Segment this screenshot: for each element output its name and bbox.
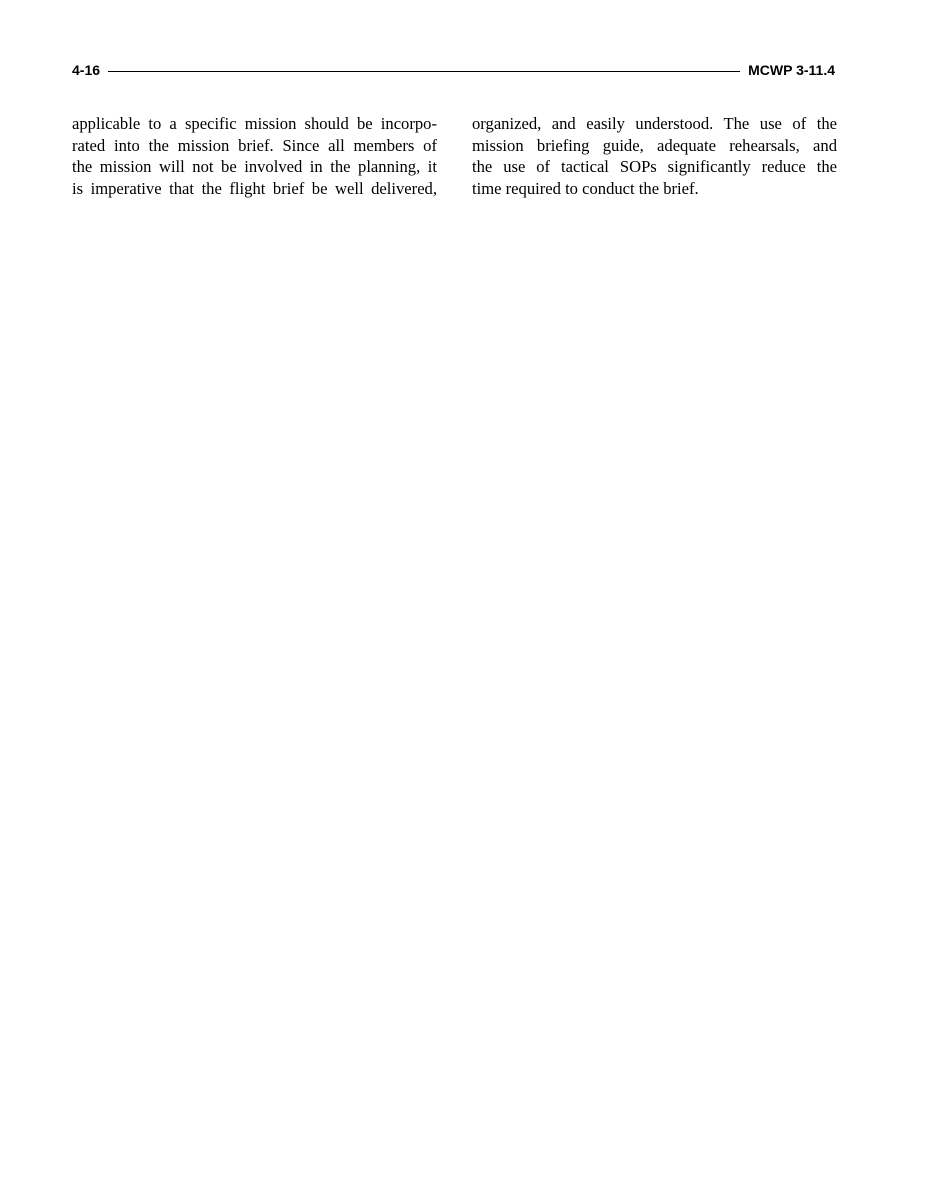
text-line: organized, and easily understood. The use of the: [472, 114, 837, 133]
body-text: [72, 113, 837, 199]
text-line: time required to conduct the brief.: [472, 178, 699, 198]
right-column: [472, 113, 837, 199]
page-header: [72, 59, 835, 81]
page-number: 4-16: [72, 62, 101, 78]
header-rule: [108, 71, 740, 72]
text-line: applicable to a specific mission should be incorpo-: [72, 114, 437, 133]
publication-id: MCWP 3-11.4: [748, 62, 835, 78]
text-line: mission briefing guide, adequate rehearsals, and: [472, 135, 837, 155]
text-line: rated into the mission brief. Since all members of: [72, 135, 437, 155]
left-column: [72, 113, 437, 199]
text-line: the use of tactical SOPs significantly reduce the: [472, 157, 837, 176]
text-line: the mission will not be involved in the planning, it: [72, 157, 437, 176]
text-line: is imperative that the flight brief be well delivered,: [72, 178, 437, 198]
